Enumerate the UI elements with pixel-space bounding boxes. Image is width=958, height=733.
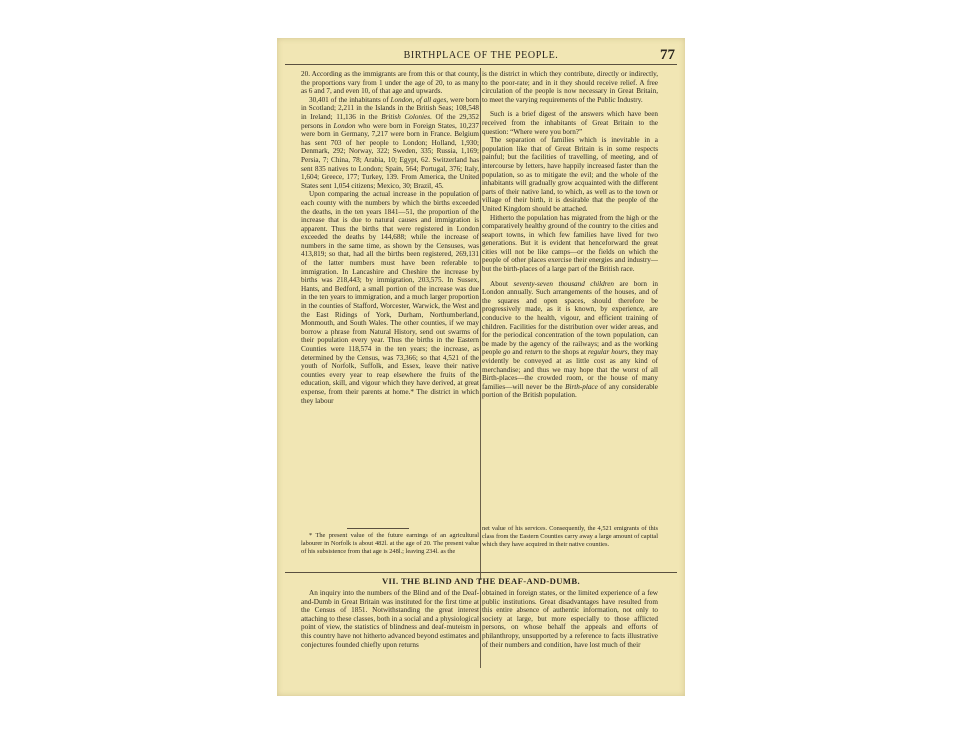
footnote-rule xyxy=(347,528,409,529)
left-column xyxy=(301,70,479,556)
paragraph: An inquiry into the numbers of the Blind and of the Deaf-and-Dumb in Great Britain was instituted for the first time at the Census of 1851. Notwithstanding the great interest attaching to these classes, both in a social and a physiological point of view, the statistics of blindness and deaf-muteism in this country have not hitherto advanced beyond estimates and conjectures founded chiefly upon returns xyxy=(301,589,479,649)
page-number: 77 xyxy=(660,47,675,63)
paragraph: is the district in which they contribute, directly or indirectly, to the poor-rate; and in it they should receive relief. A free circulation of the people is now necessary in Great Britain, to meet the varying requirements of the Public Industry. xyxy=(482,70,658,104)
section-right-column xyxy=(482,589,658,669)
right-column xyxy=(482,70,658,556)
scanned-book-page xyxy=(277,38,685,696)
paragraph: Hitherto the population has migrated from the high or the comparatively healthy ground of the country to the cities and seaport towns, in which few families have lived for two generations. But it is evident that henceforward the great cities will not be like camps—or the fields on which the people of other places exercise their energies and industry—but the birth-places of a large part of the British race. xyxy=(482,213,658,274)
header-rule xyxy=(285,64,677,65)
footnote-right xyxy=(482,525,658,565)
footnote-left xyxy=(301,532,479,572)
running-title: BIRTHPLACE OF THE PEOPLE. xyxy=(403,50,559,61)
paragraph: obtained in foreign states, or the limited experience of a few public institutions. Great disadvantages have resulted from this entire absence of authentic information, not only to society at large, but more especially to those afflicted persons, on whose behalf the appeals and efforts of philanthropy, unsupported by a reference to facts illustrative of their numbers and condition, have lost much of their xyxy=(482,589,658,649)
column-divider xyxy=(480,588,481,668)
paragraph: The separation of families which is inevitable in a population like that of Great Britain is in some respects painful; but the facilities of travelling, of meeting, and of intercourse by letters, have happily increased faster than the population, so as to mitigate the evil; and the whole of the inhabitants will gradually grow acquainted with the different parts of their native land, to which, as well as to the town or village of their birth, it is desirable that the people of the United Kingdom should be attached. xyxy=(482,136,658,213)
paragraph: Upon comparing the actual increase in the population of each county with the numbers by which the births exceeded the deaths, in the ten years 1841—51, the proportion of the increase that is due to natural causes and immigration is apparent. Thus the births that were registered in London exceeded the deaths by 144,688; while the increase of numbers in the same time, as shown by the Censuses, was 413,819; so that, had all the births been registered, 269,131 of the latter numbers must have been referable to immigration. In Lancashire and Cheshire the increase by births was 218,443; by immigration, 203,575. In Sussex, Hants, and Bedford, a small portion of the increase was due in the ten years to immigration, and a much larger proportion in the counties of Stafford, Worcester, Warwick, the West and the East Ridings of York, Durham, Northumberland, Monmouth, and South Wales. The other counties, if we may borrow a phrase from Natural History, send out swarms of their population every year. Thus the births in the Eastern Counties were 118,574 in the ten years; the increase, as determined by the Census, was 73,366; so that 4,521 of the youth of Norfolk, Suffolk, and Essex, leave their native counties every year to reap elsewhere the fruits of the education, skill, and vigour which they have derived, at great expense, from their parents at home.* The district in which they labour xyxy=(301,190,479,405)
paragraph: 30,401 of the inhabitants of London, of all ages, were born in Scotland; 2,211 in the Islands in the British Seas; 108,548 in Ireland; 11,136 in the British Colonies. Of the 29,352 persons in London who were born in Foreign States, 10,237 were born in Germany, 7,217 were born in France. Belgium has sent 703 of her people to London; Holland, 1,930; Denmark, 292; Norway, 322; Sweden, 335; Russia, 1,169; Persia, 7; China, 78; Arabia, 10; Egypt, 62. Switzerland has sent 835 natives to London; Spain, 564; Portugal, 376; Italy, 1,604; Greece, 177; Turkey, 139. From America, the United States sent 1,054 citizens; Mexico, 30; Brazil, 45. xyxy=(301,95,479,190)
paragraph: About seventy-seven thousand children are born in London annually. Such arrangements of the houses, and of the squares and open spaces, should therefore be progressively made, as it is known, by experience, are conducive to the health, vigour, and efficient training of children. Facilities for the distribution over wider areas, and for the periodical concentration of the town population, can be made by the agency of the railways; and as the working people go and return to the shops at regular hours, they may evidently be conveyed at as little cost as any kind of merchandise; and thus we may hope that the worst of all Birth-places—the crowded room, or the house of many families—will never be the Birth-place of any considerable portion of the British population. xyxy=(482,279,659,400)
footnote-text: * The present value of the future earnings of an agricultural labourer in Norfolk is about 482l. at the age of 20. The present value of his subsistence from that age is 248l.; leaving 234l. as the xyxy=(301,532,479,555)
column-divider xyxy=(480,68,481,580)
paragraph: 20. According as the immigrants are from this or that county, the proportions vary from 1 under the age of 20, to as many as 6 and 7, and even 10, of that age and upwards. xyxy=(301,70,479,96)
footnote-text: net value of his services. Consequently, the 4,521 emigrants of this class from the Eastern Counties carry away a large amount of capital which they have acquired in their native counties. xyxy=(482,525,658,548)
section-rule xyxy=(285,572,677,573)
section-left-column xyxy=(301,589,479,669)
section-heading: VII. THE BLIND AND THE DEAF-AND-DUMB. xyxy=(381,576,581,586)
paragraph: Such is a brief digest of the answers which have been received from the inhabitants of Great Britain to the question: “Where were you born?” xyxy=(482,110,658,136)
